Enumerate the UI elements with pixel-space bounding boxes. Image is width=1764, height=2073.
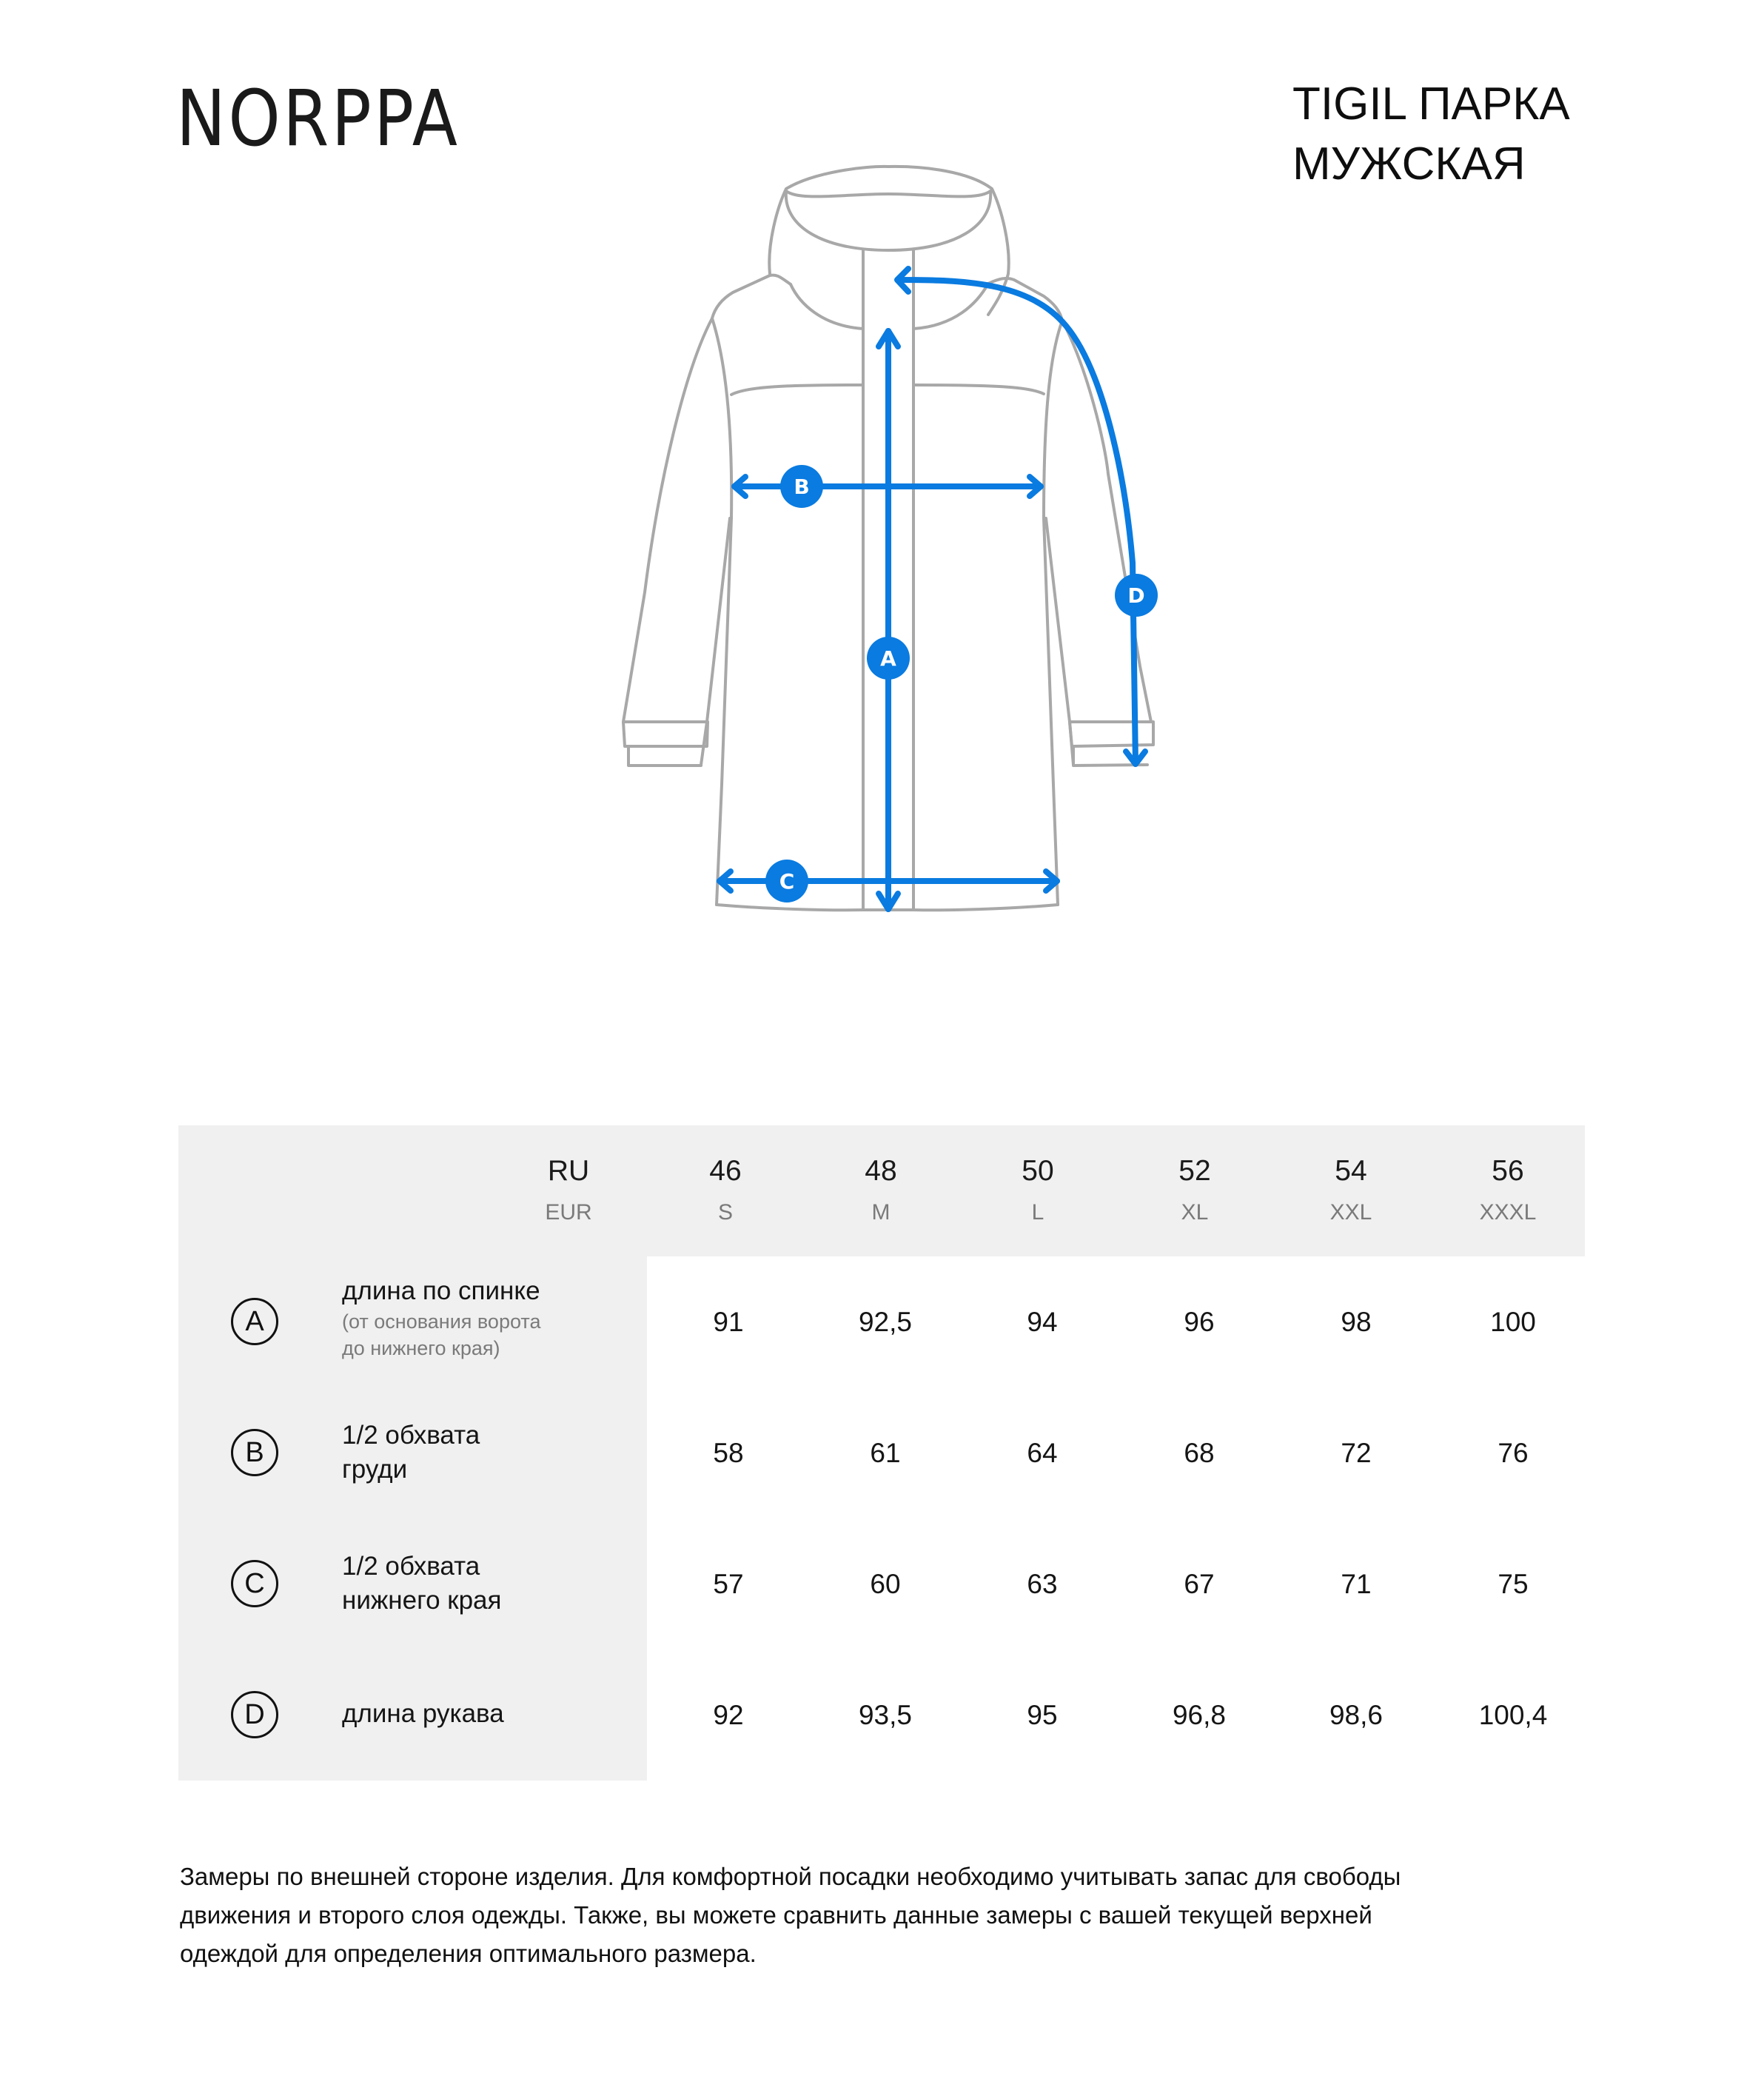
row-label-main: 1/2 обхвата bbox=[342, 1421, 480, 1450]
table-row bbox=[178, 1256, 1585, 1387]
header-eur-size: XXL bbox=[1329, 1200, 1372, 1225]
row-letter-badge: B bbox=[231, 1429, 278, 1476]
table-cell: 75 bbox=[1498, 1569, 1529, 1599]
table-cell: 68 bbox=[1184, 1438, 1215, 1468]
product-title-line-1: TIGIL ПАРКА bbox=[1292, 78, 1570, 130]
header-ru-size: 48 bbox=[865, 1155, 897, 1187]
header-ru-size: 46 bbox=[709, 1155, 742, 1187]
table-cell: 96 bbox=[1184, 1307, 1215, 1337]
row-letter-badge: A bbox=[231, 1298, 278, 1345]
table-cell: 91 bbox=[713, 1307, 744, 1337]
table-cell: 96,8 bbox=[1172, 1700, 1226, 1730]
product-title-line-2: МУЖСКАЯ bbox=[1292, 138, 1526, 190]
table-cell: 64 bbox=[1027, 1438, 1058, 1468]
table-cell: 95 bbox=[1027, 1700, 1058, 1730]
arrow-d-line bbox=[898, 280, 1136, 764]
size-table bbox=[178, 1125, 1585, 1781]
badge-b-letter: B bbox=[794, 475, 810, 499]
header-ru-size: 54 bbox=[1335, 1155, 1367, 1187]
row-letter-badge: C bbox=[231, 1560, 278, 1607]
table-row bbox=[178, 1650, 1585, 1781]
row-label bbox=[342, 1274, 638, 1362]
header-eur-size: XL bbox=[1181, 1200, 1209, 1225]
note-line: Замеры по внешней стороне изделия. Для комфортной посадки необходимо учитывать запас для свободы bbox=[180, 1863, 1401, 1890]
table-cell: 92,5 bbox=[858, 1307, 912, 1337]
row-label-sub: (от основания ворота bbox=[342, 1310, 541, 1333]
header-eur-size: L bbox=[1031, 1200, 1044, 1225]
header-eur-size: S bbox=[717, 1200, 733, 1225]
table-cell: 58 bbox=[713, 1438, 744, 1468]
note-line: движения и второго слоя одежды. Также, вы можете сравнить данные замеры с вашей текущей верхней bbox=[180, 1901, 1372, 1929]
row-label bbox=[342, 1550, 638, 1618]
table-cell: 67 bbox=[1184, 1569, 1215, 1599]
badge-a-letter: A bbox=[880, 646, 896, 671]
table-cell: 98,6 bbox=[1329, 1700, 1383, 1730]
row-letter-badge: D bbox=[231, 1691, 278, 1738]
table-cell: 63 bbox=[1027, 1569, 1058, 1599]
row-label-main: длина рукава bbox=[342, 1699, 504, 1728]
table-row bbox=[178, 1387, 1585, 1518]
row-label bbox=[342, 1419, 638, 1487]
table-cell: 98 bbox=[1341, 1307, 1372, 1337]
table-cell: 61 bbox=[870, 1438, 901, 1468]
table-cell: 72 bbox=[1341, 1438, 1372, 1468]
table-cell: 100,4 bbox=[1478, 1700, 1548, 1730]
header-ru-size: 50 bbox=[1022, 1155, 1054, 1187]
brand-logo: NORPPA bbox=[176, 73, 460, 164]
table-cell: 57 bbox=[713, 1569, 744, 1599]
badge-d-letter: D bbox=[1127, 583, 1145, 608]
header-eur-size: M bbox=[871, 1200, 891, 1225]
note-line: одеждой для определения оптимального размера. bbox=[180, 1940, 757, 1967]
table-cell: 93,5 bbox=[858, 1700, 912, 1730]
header-eur-label: EUR bbox=[545, 1200, 592, 1225]
table-cell: 92 bbox=[713, 1700, 744, 1730]
row-label-main: груди bbox=[342, 1455, 408, 1484]
row-label bbox=[342, 1697, 638, 1731]
table-cell: 60 bbox=[870, 1569, 901, 1599]
header-ru-size: 56 bbox=[1492, 1155, 1524, 1187]
header-ru-label: RU bbox=[547, 1155, 590, 1187]
table-header-bg bbox=[178, 1125, 1585, 1256]
measurement-badges bbox=[765, 465, 1158, 902]
row-label-sub: до нижнего края) bbox=[342, 1337, 500, 1359]
table-cell: 71 bbox=[1341, 1569, 1372, 1599]
row-label-main: длина по спинке bbox=[342, 1276, 540, 1305]
table-cell: 94 bbox=[1027, 1307, 1058, 1337]
header-ru-size: 52 bbox=[1178, 1155, 1211, 1187]
table-cell: 76 bbox=[1498, 1438, 1529, 1468]
header-eur-size: XXXL bbox=[1479, 1200, 1537, 1225]
table-row bbox=[178, 1518, 1585, 1650]
row-label-main: нижнего края bbox=[342, 1586, 502, 1615]
table-cell: 100 bbox=[1490, 1307, 1536, 1337]
jacket-diagram bbox=[0, 0, 1764, 1036]
row-label-main: 1/2 обхвата bbox=[342, 1552, 480, 1581]
measurement-note bbox=[180, 1858, 1586, 1973]
badge-c-letter: C bbox=[779, 869, 795, 894]
